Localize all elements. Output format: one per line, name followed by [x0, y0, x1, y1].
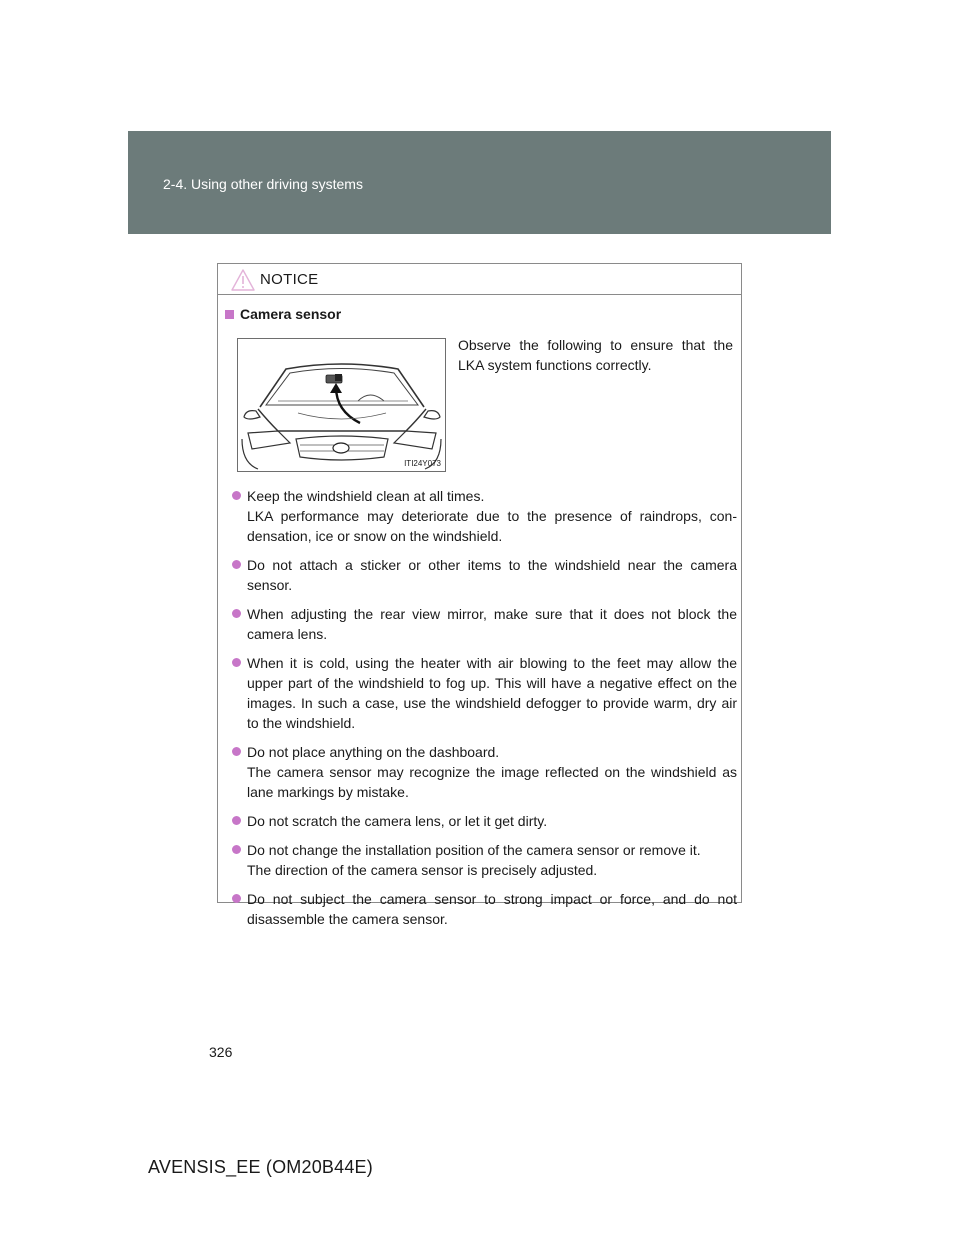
section-heading	[225, 306, 341, 322]
bullet-dot-icon	[232, 894, 241, 903]
header-band	[128, 131, 831, 234]
bullet-dot-icon	[232, 491, 241, 500]
car-front-drawing	[238, 339, 445, 471]
notice-title: NOTICE	[260, 271, 319, 288]
list-item	[232, 555, 737, 595]
figure-code: ITI24Y073	[404, 459, 441, 468]
bullet-line: Do not change the installation position of the camera sensor or remove it.	[247, 842, 701, 858]
bullet-line: Do not place anything on the dashboard.	[247, 744, 500, 760]
bullet-line: When it is cold, using the heater with air blowing to the feet may allow the upper part of the windshield to fog up. This will have a negative effect on the images. In such a case, use the windshield defogger to provide warm, dry air to the windshield.	[247, 655, 737, 731]
list-item	[232, 889, 737, 929]
bullet-line: Do not attach a sticker or other items to the windshield near the camera sensor.	[247, 557, 737, 593]
bullet-dot-icon	[232, 609, 241, 618]
intro-text: Observe the following to ensure that the LKA system functions correctly.	[458, 337, 733, 373]
list-item	[232, 811, 737, 831]
bullet-dot-icon	[232, 658, 241, 667]
bullet-dot-icon	[232, 560, 241, 569]
bullet-line: Do not scratch the camera lens, or let it get dirty.	[247, 813, 548, 829]
section-title: Camera sensor	[240, 306, 342, 322]
bullet-dot-icon	[232, 747, 241, 756]
notice-box	[217, 263, 742, 927]
bullet-line: Keep the windshield clean at all times.	[247, 488, 485, 504]
list-item	[232, 742, 737, 802]
list-item	[232, 653, 737, 733]
notice-header	[218, 264, 741, 295]
square-bullet-icon	[225, 310, 234, 319]
windshield-camera-illustration	[237, 338, 446, 472]
list-item	[232, 486, 737, 546]
bullet-line: The direction of the camera sensor is precisely adjusted.	[247, 862, 598, 878]
section-breadcrumb: 2-4. Using other driving systems	[163, 176, 363, 192]
bullet-dot-icon	[232, 816, 241, 825]
bullet-line: LKA performance may deteriorate due to the presence of raindrops, con-densation, ice or snow on the windshield.	[247, 508, 737, 544]
warning-triangle-icon	[231, 269, 255, 291]
bullet-line: Do not subject the camera sensor to strong impact or force, and do not disassemble the camera sensor.	[247, 891, 737, 927]
list-item	[232, 604, 737, 644]
bullet-dot-icon	[232, 845, 241, 854]
bullet-list	[232, 486, 737, 938]
page-number: 326	[209, 1044, 233, 1060]
footer-model-code: AVENSIS_EE (OM20B44E)	[148, 1157, 373, 1177]
list-item	[232, 840, 737, 880]
bullet-line: When adjusting the rear view mirror, make sure that it does not block the camera lens.	[247, 606, 737, 642]
bullet-line: The camera sensor may recognize the image reflected on the windshield as lane markings by mistake.	[247, 764, 737, 800]
